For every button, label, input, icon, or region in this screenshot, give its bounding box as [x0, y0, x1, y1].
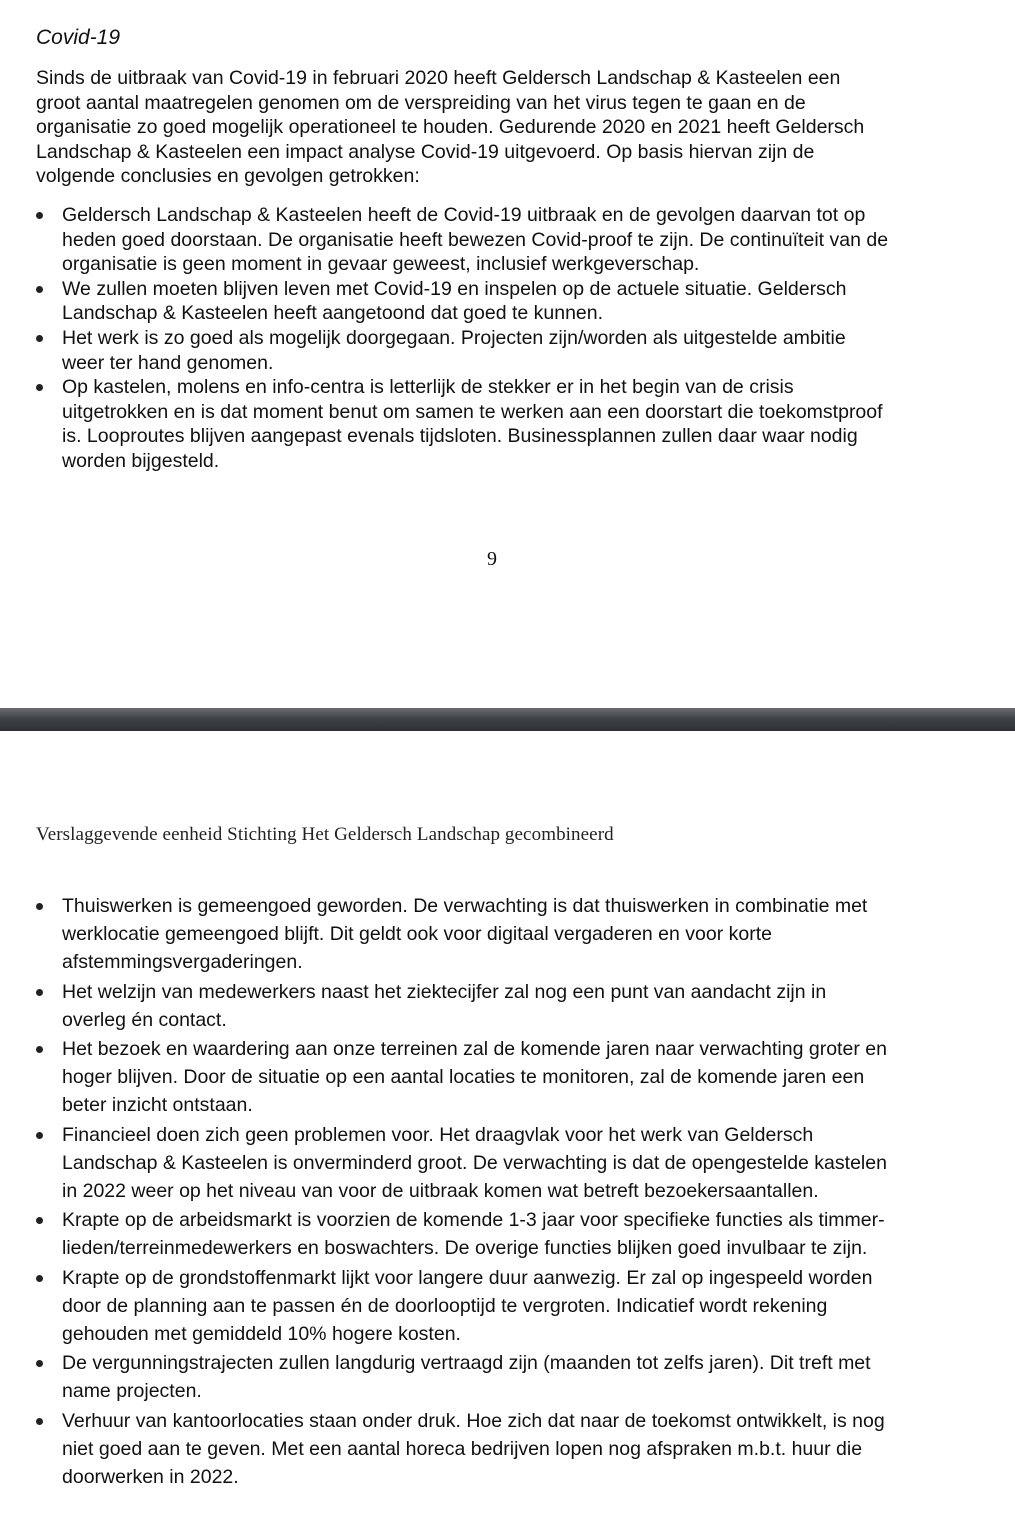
list-item-line: gehouden met gemiddeld 10% hogere kosten. — [62, 1323, 461, 1346]
list-item-line: organisatie is geen moment in gevaar geweest, inclusief werkgeverschap. — [62, 253, 700, 276]
list-item-line: is. Looproutes blijven aangepast evenals tijdsloten. Businessplannen zullen daar waar nodig — [62, 425, 858, 448]
conclusions-list — [36, 203, 986, 474]
bullet-icon — [36, 384, 43, 391]
list-item-line: De vergunningstrajecten zullen langdurig vertraagd zijn (maanden tot zelfs jaren). Dit treft met — [62, 1352, 871, 1375]
list-item-line: afstemmingsvergaderingen. — [62, 951, 303, 974]
list-item — [36, 203, 986, 277]
list-item-line: Thuiswerken is gemeengoed geworden. De verwachting is dat thuiswerken in combinatie met — [62, 895, 868, 917]
conclusions-list-continued — [36, 892, 986, 1492]
running-header: Verslaggevende eenheid Stichting Het Geldersch Landschap gecombineerd — [36, 824, 614, 845]
list-item-line: lieden/terreinmedewerkers en boswachters. De overige functies blijken goed invulbaar te zijn. — [62, 1237, 868, 1260]
list-item-line: beter inzicht ontstaan. — [62, 1094, 253, 1117]
list-item-line: door de planning aan te passen én de doorlooptijd te vergroten. Indicatief wordt rekening — [62, 1294, 828, 1317]
intro-line: Sinds de uitbraak van Covid-19 in februari 2020 heeft Geldersch Landschap & Kasteelen een — [36, 67, 841, 89]
intro-line: volgende conclusies en gevolgen getrokken: — [36, 165, 420, 188]
list-item-line: Het welzijn van medewerkers naast het ziektecijfer zal nog een punt van aandacht zijn in — [62, 980, 827, 1003]
bullet-icon — [36, 989, 43, 996]
list-item — [36, 375, 986, 473]
list-item — [36, 1121, 986, 1206]
document-page-1 — [0, 0, 1015, 708]
list-item-line: Geldersch Landschap & Kasteelen heeft de Covid-19 uitbraak en de gevolgen daarvan tot op — [62, 204, 866, 226]
list-item-line: uitgetrokken en is dat moment benut om samen te werken aan een doorstart die toekomstproof — [62, 400, 883, 423]
list-item-line: Landschap & Kasteelen heeft aangetoond dat goed te kunnen. — [62, 302, 604, 325]
list-item-line: heden goed doorstaan. De organisatie heeft bewezen Covid-proof te zijn. De continuïteit van de — [62, 228, 889, 251]
list-item — [36, 1035, 986, 1120]
list-item-line: niet goed aan te geven. Met een aantal horeca bedrijven lopen nog afspraken m.b.t. huur die — [62, 1437, 863, 1460]
bullet-icon — [36, 286, 43, 293]
list-item-line: doorwerken in 2022. — [62, 1466, 239, 1489]
bullet-icon — [36, 1360, 43, 1367]
list-item-line: Het bezoek en waardering aan onze terreinen zal de komende jaren naar verwachting groter en — [62, 1038, 887, 1061]
list-item-line: name projecten. — [62, 1380, 202, 1403]
list-item — [36, 277, 986, 326]
list-item-line: Verhuur van kantoorlocaties staan onder druk. Hoe zich dat naar de toekomst ontwikkelt, is nog — [62, 1409, 885, 1432]
list-item-line: hoger blijven. Door de situatie op een aantal locaties te monitoren, zal de komende jaren een — [62, 1066, 865, 1089]
intro-line: Landschap & Kasteelen een impact analyse Covid-19 uitgevoerd. Op basis hiervan zijn de — [36, 140, 815, 163]
list-item — [36, 1264, 986, 1349]
list-item-line: Financieel doen zich geen problemen voor. Het draagvlak voor het werk van Geldersch — [62, 1123, 814, 1146]
bullet-icon — [36, 335, 43, 342]
intro-line: groot aantal maatregelen genomen om de verspreiding van het virus tegen te gaan en de — [36, 91, 806, 114]
list-item-line: Het werk is zo goed als mogelijk doorgegaan. Projecten zijn/worden als uitgestelde ambitie — [62, 326, 846, 349]
intro-line: organisatie zo goed mogelijk operationeel te houden. Gedurende 2020 en 2021 heeft Geldersch — [36, 116, 865, 139]
list-item-line: We zullen moeten blijven leven met Covid-19 en inspelen op de actuele situatie. Geldersch — [62, 277, 847, 300]
list-item-line: Krapte op de arbeidsmarkt is voorzien de komende 1-3 jaar voor specifieke functies als timmer- — [62, 1209, 885, 1232]
bullet-icon — [36, 1046, 43, 1053]
page-separator — [0, 708, 1015, 731]
bullet-icon — [36, 1217, 43, 1224]
bullet-icon — [36, 903, 43, 910]
bullet-icon — [36, 1418, 43, 1425]
list-item — [36, 1206, 986, 1262]
list-item-line: werklocatie gemeengoed blijft. Dit geldt ook voor digitaal vergaderen en voor korte — [62, 923, 772, 946]
list-item — [36, 1349, 986, 1405]
list-item-line: worden bijgesteld. — [62, 449, 220, 472]
list-item-line: Krapte op de grondstoffenmarkt lijkt voor langere duur aanwezig. Er zal op ingespeeld worden — [62, 1266, 873, 1289]
page-number: 9 — [487, 548, 497, 570]
list-item-line: weer ter hand genomen. — [62, 351, 274, 374]
document-page-2 — [0, 731, 1015, 1519]
list-item — [36, 892, 986, 977]
bullet-icon — [36, 1132, 43, 1139]
list-item — [36, 978, 986, 1034]
list-item — [36, 1407, 986, 1492]
intro-paragraph — [36, 66, 966, 189]
list-item — [36, 326, 986, 375]
bullet-icon — [36, 212, 43, 219]
list-item-line: overleg én contact. — [62, 1008, 227, 1031]
list-item-line: Landschap & Kasteelen is onverminderd groot. De verwachting is dat de opengestelde kastelen — [62, 1151, 887, 1174]
list-item-line: in 2022 weer op het niveau van voor de uitbraak komen wat betreft bezoekersaantallen. — [62, 1180, 819, 1203]
bullet-icon — [36, 1275, 43, 1282]
list-item-line: Op kastelen, molens en info-centra is letterlijk de stekker er in het begin van de crisis — [62, 376, 794, 399]
section-title: Covid-19 — [36, 26, 121, 49]
